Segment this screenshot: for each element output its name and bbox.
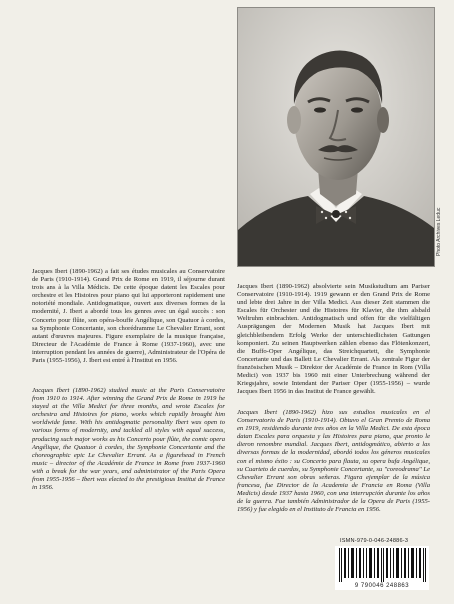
- paragraph-english: Jacques Ibert (1890-1962) studied music at the Paris Conservatoire from 1910 to 1914. After winning the Grand Prix de Rome in 1919 he stayed at the Villa Medici for three months, and wrote Escales for orchestra and Histoires for piano, works which rapidly brought him worldwide fame. With his antidogmatic personality Ibert was open to various forms of modernity, and tackled all styles with equal success, producing such major works as his Concerto pour flûte, the comic opera Angélique, the Quatuor à cordes, the Symphonie Concertante and the choreographic epic Le Chevalier Errant. As a figurehead in French music – director of the Académie de France in Rome from 1937-1960 with a break for the war years, and administrator of the Paris Opera from 1955-1956 – Ibert was elected to the prestigious Institut de France in 1956.: [32, 387, 225, 492]
- portrait-photo: [237, 7, 435, 267]
- photo-credit: Photo Archives Leduc: [436, 207, 442, 257]
- ismn-number: ISMN-979-0-046-24886-3: [340, 538, 409, 544]
- barcode-bars: [335, 546, 429, 582]
- paragraph-spanish: Jacques Ibert (1890-1962) hizo sus estudios musicales en el Conservatorio de Paris (1910-1914). Obtuvo el Gran Premio de Roma en 1919, residiendo durante tres años en la Villa Medici. De esta época datan Escales para orquesta y las Histoires para piano, que pronto le dieron renombre mundial. Jacques Ibert, antidogmático, abierto a las diversas formas de la modernidad, abordó todos los géneros musicales con el mismo éxito : su Concerto para flauta, su opera bufa Angélique, su Cuarteto de cuerdas, su Symphonie Concertante, su "coreodrama" Le Chevalier Errant son obras señeras. Figura ejemplar de la música francesa, fue Director de la Academia de Francia en Roma (Villa Medicis) desde 1937 hasta 1960, con una interrupción durante los años de la guerra. Fue también Administrador de la Opera de Paris (1955-1956) y fue elegido en el Instituto de Francia en 1956.: [237, 409, 430, 514]
- paragraph-french: Jacques Ibert (1890-1962) a fait ses études musicales au Conservatoire de Paris (1910-1914). Grand Prix de Rome en 1919, il séjourne durant trois ans à la Villa Médicis. De cette époque datent les Escales pour orchestre et les Histoires pour piano qui lui apporteront rapidement une notoriété mondiale. Antidogmatique, ouvert aux diverses formes de la modernité, J. Ibert a abordé tous les genres avec un égal succès : son Concerto pour flûte, son opéra-bouffe Angélique, son Quatuor à cordes, sa Symphonie Concertante, son chorédramme Le Chevalier Errant, sont autant d'œuvres majeures. Figure exemplaire de la musique française, Directeur de l'Académie de France à Rome (1937-1960), avec une interruption pendant les années de guerre), Administrateur de l'Opéra de Paris (1955-1956), J. Ibert est entré à l'Institut en 1956.: [32, 268, 225, 365]
- biography-english: [32, 387, 225, 498]
- portrait-illustration: [238, 8, 434, 266]
- paragraph-german: Jacques Ibert (1890-1962) absolvierte sein Musikstudium am Pariser Conservatoire (1910-1914). 1919 gewann er den Grand Prix de Rome und lebte drei Jahre in der Villa Medici. Aus dieser Zeit stammen die Escales für Orchester und die Histoires für Klavier, die ihm alsbald Weltruhm einbrachten. Antidogmatisch und offen für die vielfältigen Ausprägungen der Modernen Musik hat Jacques Ibert mit gleichbleibendem Erfolg Werke der unterschiedlichsten Gattungen komponiert. Zu seinen Hauptwerken zählen ebenso das Flötenkonzert, die Buffo-Oper Angélique, das Streichquartett, die Symphonie Concertante und das Ballett Le Chevalier Errant. Als zentrale Figur der französischen Musik – Direktor der Académie de France in Rom (Villa Medici) von 1937 bis 1960 mit einer Unterbrechung während der Kriegsjahre, sowie Intendant der Pariser Oper (1955-1956) – wurde Jacques Ibert 1956 in das Institut de France gewählt.: [237, 283, 430, 396]
- biography-german: [237, 283, 430, 402]
- biography-spanish: [237, 409, 430, 520]
- biography-french: [32, 268, 225, 371]
- barcode-number: 9 790046 248863: [354, 583, 410, 589]
